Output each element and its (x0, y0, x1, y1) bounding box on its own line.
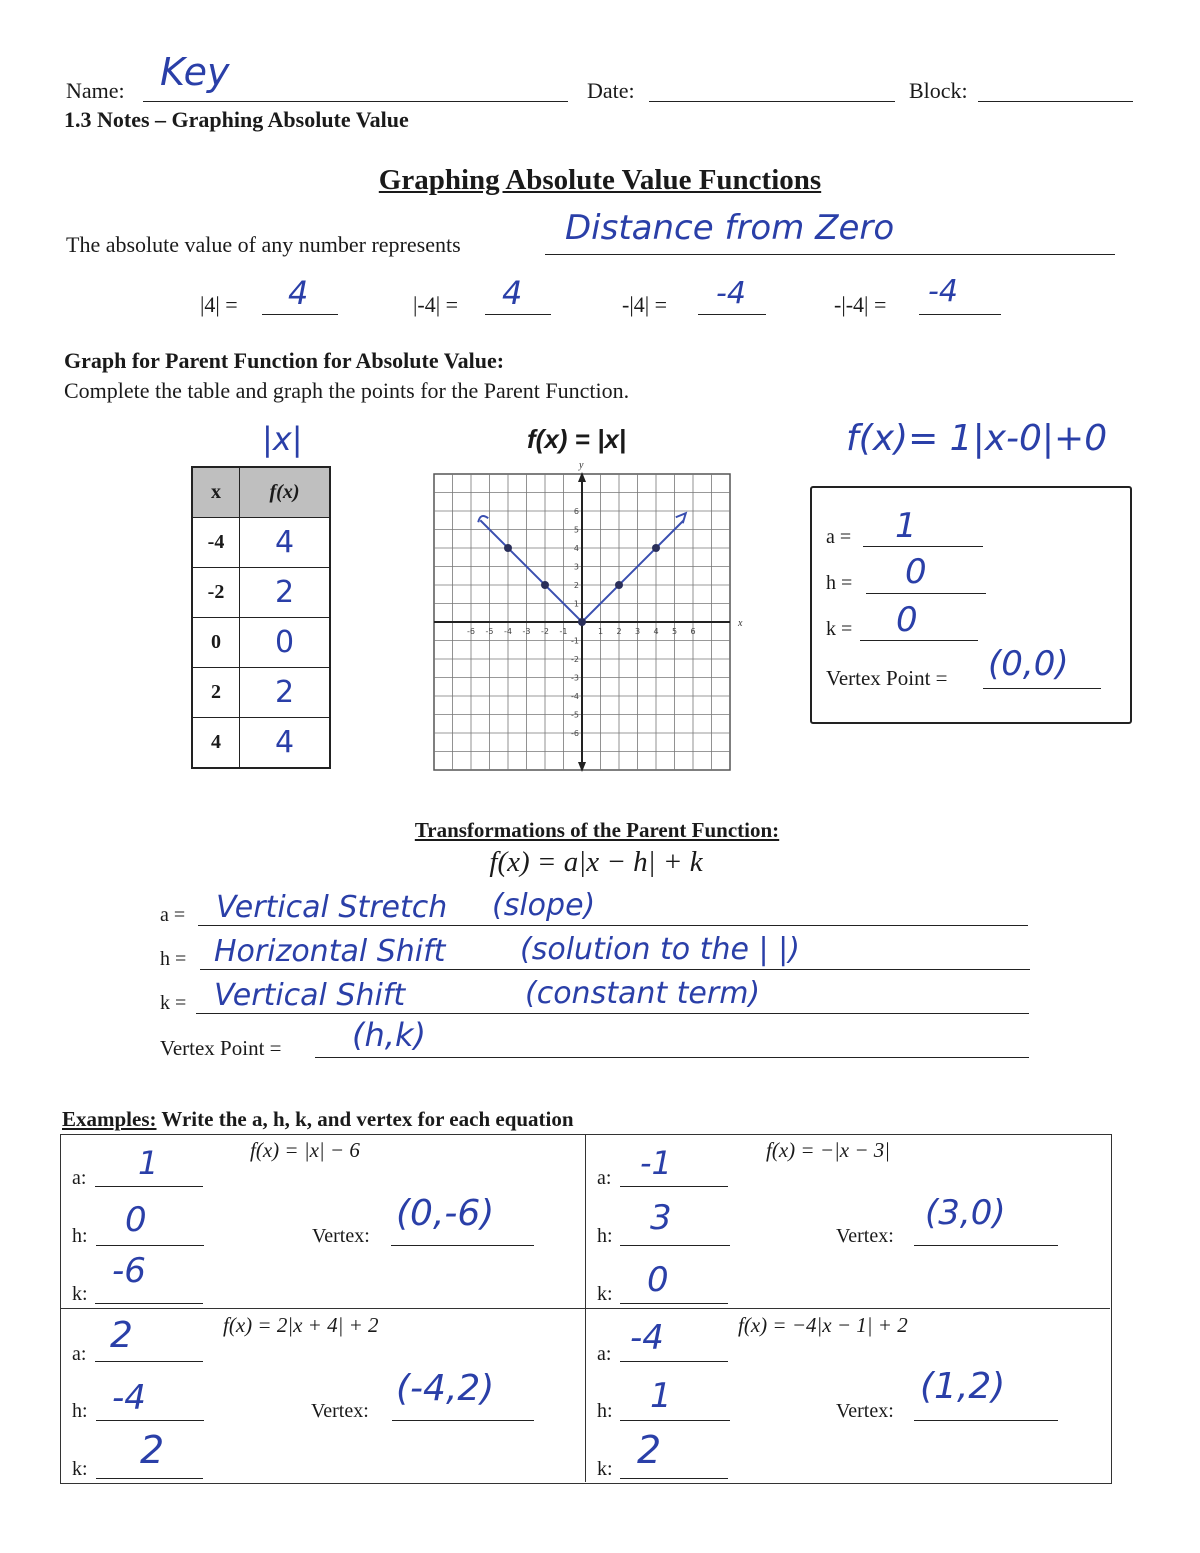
table-cell-x: -4 (192, 518, 240, 568)
example-2-k-label: k: (597, 1283, 613, 1305)
example-1-a-value: 1 (138, 1144, 159, 1182)
table-row (192, 718, 330, 769)
eval-answer-3: -4 (716, 276, 746, 311)
name-label: Name: (66, 78, 125, 103)
trans-h-label: h = (160, 948, 187, 970)
graph-title: f(x) = |x| (527, 424, 627, 454)
block-label: Block: (909, 78, 968, 103)
trans-k-note: (constant term) (525, 976, 761, 1011)
example-1-h-label: h: (72, 1225, 88, 1247)
box-k-value: 0 (896, 600, 918, 640)
example-3-vertex-label: Vertex: (311, 1400, 369, 1422)
parent-instruction: Complete the table and graph the points for the Parent Function. (64, 378, 630, 403)
table-cell-fx: 4 (240, 518, 331, 568)
example-1-k-label: k: (72, 1283, 88, 1305)
block-line (978, 101, 1133, 102)
definition-answer: Distance from Zero (565, 208, 895, 248)
y-tick-label: -5 (571, 710, 579, 720)
example-4-vertex-line (914, 1420, 1058, 1421)
box-h-line (866, 593, 986, 594)
y-tick-label: 1 (573, 599, 579, 609)
y-tick-label: 4 (573, 544, 579, 553)
example-4-a-value: -4 (630, 1318, 664, 1358)
example-1-vertex-line (391, 1245, 534, 1246)
example-3-equation: f(x) = 2|x + 4| + 2 (223, 1313, 379, 1337)
table-header-fx: f(x) (240, 467, 331, 518)
transformations-heading: Transformations of the Parent Function: (414, 818, 780, 842)
example-2-h-label: h: (597, 1225, 613, 1247)
data-point (652, 544, 660, 552)
table-row (192, 618, 330, 668)
eval-expr-1: |4| = (200, 292, 238, 317)
x-axis-label: x (738, 618, 743, 629)
data-point (504, 544, 512, 552)
definition-prompt: The absolute value of any number represents (66, 232, 461, 257)
example-1-vertex-label: Vertex: (312, 1225, 370, 1247)
x-tick-label: 2 (616, 627, 622, 636)
date-line (649, 101, 895, 102)
box-a-label: a = (826, 526, 852, 548)
example-4-h-value: 1 (650, 1376, 672, 1416)
page-title: Graphing Absolute Value Functions (378, 164, 822, 196)
definition-line (545, 254, 1115, 255)
example-1-equation: f(x) = |x| − 6 (250, 1138, 360, 1162)
example-4-k-value: 2 (637, 1428, 662, 1472)
table-note: |x| (262, 420, 303, 458)
examples-heading-label: Examples: (62, 1107, 157, 1131)
example-4-equation: f(x) = −4|x − 1| + 2 (738, 1313, 908, 1337)
table-cell-fx: 4 (240, 718, 331, 769)
eval-line-2 (485, 314, 551, 315)
table-cell-fx: 2 (240, 668, 331, 718)
example-2-h-line (620, 1245, 730, 1246)
example-1-a-label: a: (72, 1167, 87, 1189)
table-cell-fx: 0 (240, 618, 331, 668)
trans-vertex-line (315, 1057, 1029, 1058)
example-1-vertex-value: (0,-6) (396, 1193, 495, 1234)
example-1-h-value: 0 (125, 1200, 147, 1240)
trans-vertex-value: (h,k) (352, 1016, 426, 1054)
x-tick-label: -1 (559, 627, 568, 636)
example-4-a-line (620, 1361, 728, 1362)
example-3-k-value: 2 (140, 1428, 165, 1472)
y-tick-label: -2 (571, 655, 579, 664)
y-tick-label: -4 (571, 692, 579, 701)
example-3-k-line (96, 1478, 203, 1479)
x-tick-label: 1 (597, 627, 604, 636)
y-tick-label: -6 (571, 729, 579, 738)
example-2-vertex-value: (3,0) (925, 1193, 1006, 1233)
table-cell-x: 2 (192, 668, 240, 718)
example-3-h-line (96, 1420, 204, 1421)
parent-heading: Graph for Parent Function for Absolute Value: (64, 348, 505, 373)
trans-a-line (198, 925, 1028, 926)
trans-vertex-label: Vertex Point = (160, 1036, 282, 1060)
eval-line-3 (698, 314, 766, 315)
y-axis-label: y (579, 460, 584, 471)
eval-expr-3: -|4| = (622, 292, 668, 317)
eval-answer-2: 4 (502, 274, 523, 312)
trans-a-value: Vertical Stretch (216, 890, 448, 925)
right-arrow-icon (676, 513, 686, 523)
table-cell-x: 0 (192, 618, 240, 668)
example-2-k-value: 0 (647, 1260, 669, 1300)
eval-expr-4: -|-4| = (834, 292, 887, 317)
trans-k-line (196, 1013, 1029, 1014)
example-2-h-value: 3 (650, 1198, 672, 1238)
examples-grid (60, 1134, 1112, 1484)
trans-k-label: k = (160, 992, 187, 1014)
x-tick-label: -4 (504, 627, 512, 636)
transformations-formula: f(x) = a|x − h| + k (489, 846, 703, 878)
example-2-a-value: -1 (640, 1144, 672, 1182)
trans-a-label: a = (160, 904, 186, 926)
table-row (192, 518, 330, 568)
eval-line-1 (262, 314, 338, 315)
example-1-k-line (95, 1303, 203, 1304)
y-tick-label: 2 (573, 581, 579, 590)
data-point (541, 581, 549, 589)
data-point (578, 618, 586, 626)
trans-a-note: (slope) (492, 888, 596, 923)
examples-heading-text: Write the a, h, k, and vertex for each equation (156, 1107, 574, 1131)
x-tick-label: -6 (467, 627, 475, 636)
y-tick-label: -3 (571, 673, 579, 683)
function-table (191, 466, 331, 769)
box-k-label: k = (826, 618, 853, 640)
example-4-k-line (620, 1478, 728, 1479)
box-a-value: 1 (895, 506, 917, 546)
example-4-a-label: a: (597, 1343, 612, 1365)
x-tick-label: -2 (541, 627, 549, 636)
example-3-k-label: k: (72, 1458, 88, 1480)
box-h-value: 0 (905, 552, 927, 592)
table-cell-x: 4 (192, 718, 240, 769)
box-vertex-value: (0,0) (988, 644, 1069, 684)
table-cell-x: -2 (192, 568, 240, 618)
x-tick-label: 5 (671, 627, 678, 636)
vertex-form-note: f(x)= 1|x-0|+0 (846, 418, 1108, 459)
example-3-a-label: a: (72, 1343, 87, 1365)
example-4-vertex-label: Vertex: (836, 1400, 894, 1422)
left-arrow-icon (478, 516, 488, 522)
notes-title: 1.3 Notes – Graphing Absolute Value (64, 107, 409, 132)
box-k-line (860, 640, 978, 641)
trans-h-value: Horizontal Shift (214, 934, 446, 969)
example-4-vertex-value: (1,2) (920, 1366, 1006, 1407)
eval-expr-2: |-4| = (413, 292, 459, 317)
examples-heading (62, 1107, 574, 1132)
name-line (143, 101, 568, 102)
example-3-vertex-value: (-4,2) (396, 1368, 495, 1409)
table-row (192, 668, 330, 718)
trans-k-value: Vertical Shift (214, 978, 406, 1013)
example-3-a-value: 2 (110, 1315, 133, 1356)
name-value: Key (160, 50, 230, 94)
x-tick-label: 6 (690, 627, 696, 636)
box-vertex-label: Vertex Point = (826, 666, 948, 690)
example-2-equation: f(x) = −|x − 3| (766, 1138, 891, 1162)
table-row (192, 568, 330, 618)
example-2-a-label: a: (597, 1167, 612, 1189)
example-1-a-line (95, 1186, 203, 1187)
example-1-k-value: -6 (112, 1251, 146, 1291)
table-cell-fx: 2 (240, 568, 331, 618)
example-4-h-line (620, 1420, 730, 1421)
x-tick-label: 3 (634, 627, 641, 636)
data-point (615, 581, 623, 589)
date-label: Date: (587, 78, 635, 103)
example-4-h-label: h: (597, 1400, 613, 1422)
box-h-label: h = (826, 572, 853, 594)
box-vertex-line (983, 688, 1101, 689)
example-2-vertex-label: Vertex: (836, 1225, 894, 1247)
eval-line-4 (919, 314, 1001, 315)
x-tick-label: -5 (485, 627, 494, 636)
examples-divider-horizontal (60, 1308, 1110, 1309)
parent-function-graph (420, 458, 750, 776)
example-3-h-label: h: (72, 1400, 88, 1422)
table-header-x: x (192, 467, 240, 518)
y-tick-label: 6 (573, 507, 579, 516)
example-3-vertex-line (392, 1420, 534, 1421)
x-tick-label: 4 (653, 627, 659, 636)
example-1-h-line (96, 1245, 204, 1246)
example-2-a-line (620, 1186, 728, 1187)
example-2-vertex-line (914, 1245, 1058, 1246)
x-tick-label: -3 (522, 627, 531, 636)
trans-h-note: (solution to the | |) (520, 932, 800, 967)
y-tick-label: 5 (573, 525, 579, 535)
example-3-h-value: -4 (112, 1378, 146, 1418)
box-a-line (863, 546, 983, 547)
eval-answer-1: 4 (288, 274, 309, 312)
example-4-k-label: k: (597, 1458, 613, 1480)
example-3-a-line (95, 1361, 203, 1362)
y-tick-label: -1 (571, 636, 579, 646)
y-tick-label: 3 (573, 562, 579, 572)
trans-h-line (200, 969, 1030, 970)
example-2-k-line (620, 1303, 728, 1304)
eval-answer-4: -4 (928, 274, 958, 309)
